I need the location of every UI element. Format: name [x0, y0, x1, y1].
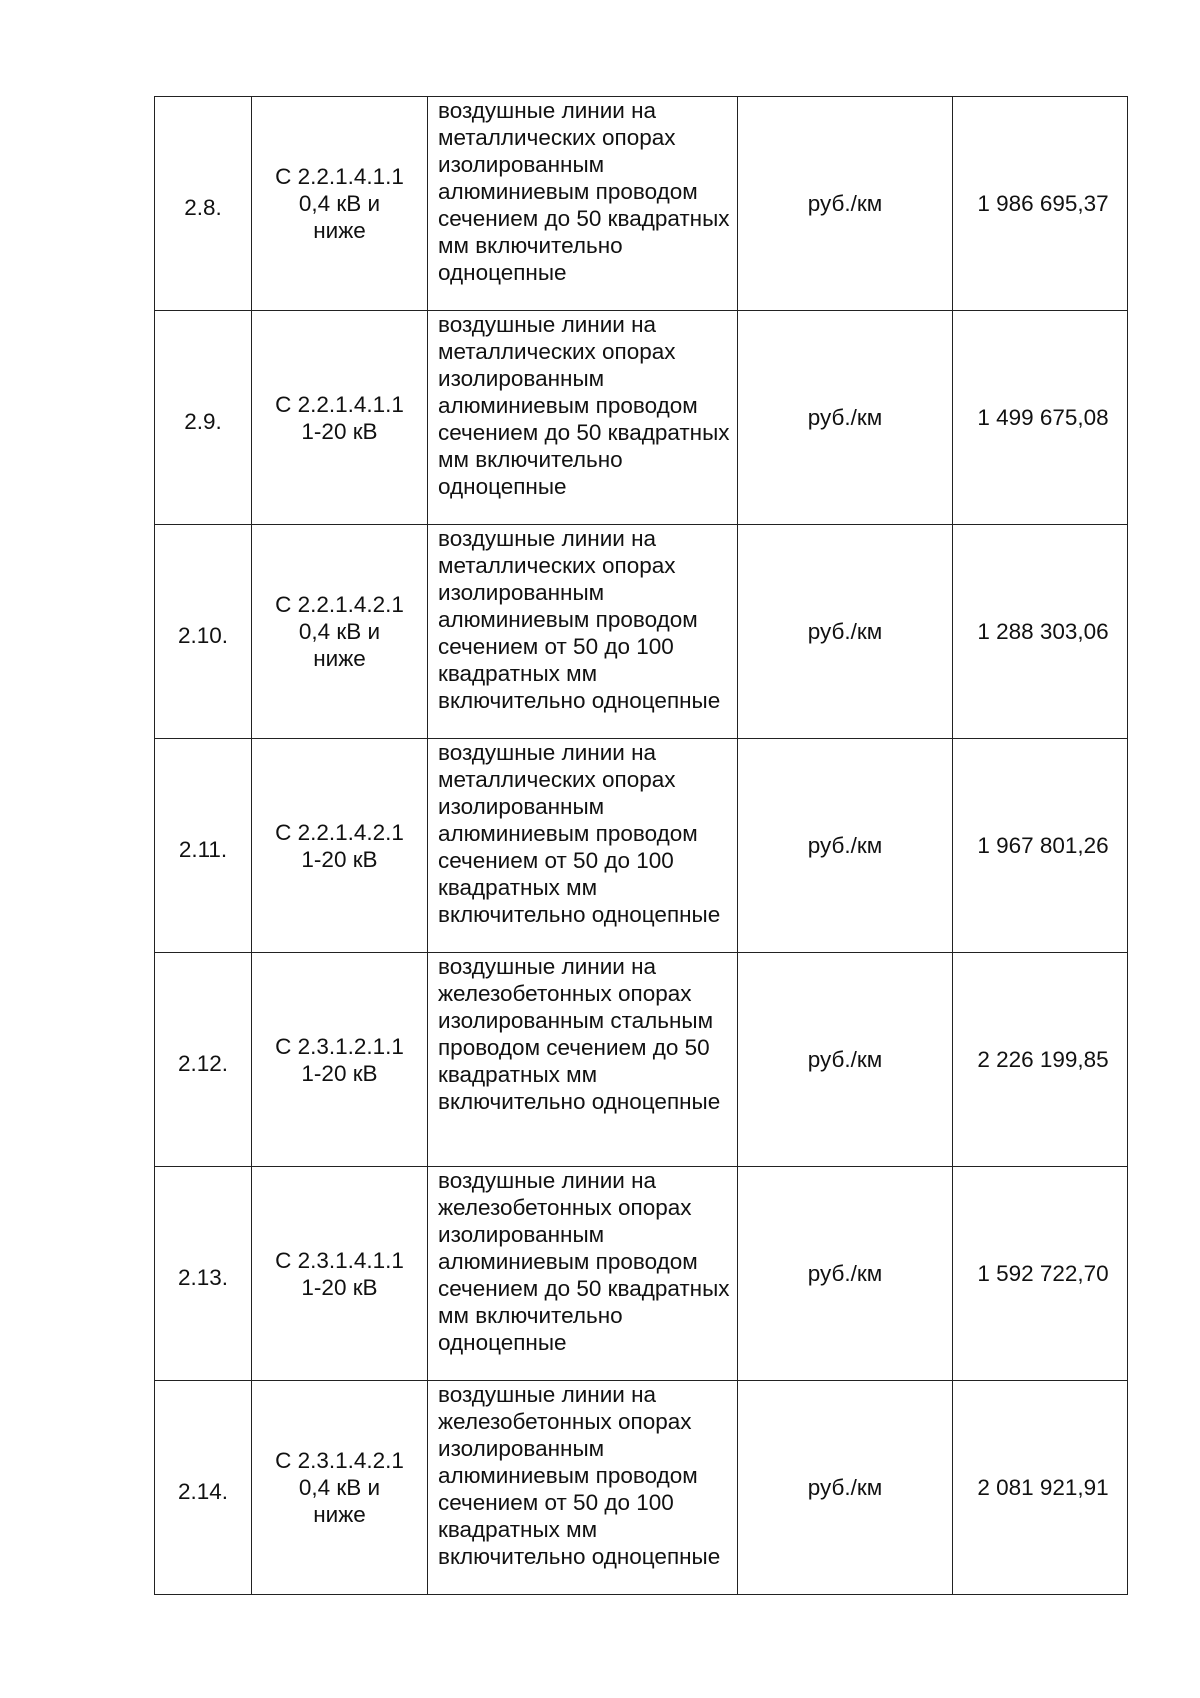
description-cell	[428, 953, 738, 1167]
price-value: 2 081 921,91	[977, 1475, 1109, 1500]
description-cell	[428, 97, 738, 311]
table-row	[155, 953, 1128, 1167]
rate-code: С 2.2.1.4.1.1 1-20 кВ	[275, 391, 404, 444]
rate-code: С 2.2.1.4.2.1 0,4 кВ и ниже	[275, 592, 404, 671]
unit-cell	[738, 1381, 953, 1595]
code-cell	[252, 525, 428, 739]
unit-of-measure: руб./км	[807, 1047, 883, 1072]
rate-code: С 2.3.1.2.1.1 1-20 кВ	[275, 1033, 404, 1086]
unit-of-measure: руб./км	[807, 405, 883, 430]
price-value: 1 967 801,26	[977, 833, 1109, 858]
unit-cell	[738, 1167, 953, 1381]
line-description: воздушные линии на металлических опорах изолированным алюминиевым проводом сечением до 50 квадратных мм включительно одноцепные	[438, 98, 730, 285]
line-description: воздушные линии на металлических опорах изолированным алюминиевым проводом сечением до 50 квадратных мм включительно одноцепные	[438, 312, 730, 499]
description-cell	[428, 1381, 738, 1595]
tariff-table-body	[155, 97, 1128, 1595]
code-cell	[252, 97, 428, 311]
row-number: 2.13.	[177, 1265, 229, 1290]
description-cell	[428, 739, 738, 953]
row-number: 2.11.	[178, 837, 228, 862]
unit-of-measure: руб./км	[807, 191, 883, 216]
unit-cell	[738, 97, 953, 311]
unit-cell	[738, 739, 953, 953]
rate-code: С 2.2.1.4.2.1 1-20 кВ	[275, 819, 404, 872]
description-cell	[428, 311, 738, 525]
code-cell	[252, 739, 428, 953]
unit-of-measure: руб./км	[807, 619, 883, 644]
row-number-cell	[155, 97, 252, 311]
price-value: 1 986 695,37	[977, 191, 1109, 216]
row-number-cell	[155, 739, 252, 953]
line-description: воздушные линии на железобетонных опорах изолированным алюминиевым проводом сечением до 50 квадратных мм включительно одноцепные	[438, 1168, 730, 1355]
row-number-cell	[155, 953, 252, 1167]
unit-of-measure: руб./км	[807, 1475, 883, 1500]
row-number-cell	[155, 1381, 252, 1595]
line-description: воздушные линии на железобетонных опорах изолированным стальным проводом сечением до 50 квадратных мм включительно одноцепные	[438, 954, 721, 1114]
price-value: 2 226 199,85	[977, 1047, 1109, 1072]
line-description: воздушные линии на железобетонных опорах изолированным алюминиевым проводом сечением от 50 до 100 квадратных мм включительно одноцепные	[438, 1382, 721, 1569]
code-cell	[252, 311, 428, 525]
price-value: 1 592 722,70	[977, 1261, 1109, 1286]
unit-cell	[738, 525, 953, 739]
price-cell	[953, 97, 1128, 311]
row-number: 2.14.	[177, 1479, 229, 1504]
unit-of-measure: руб./км	[807, 833, 883, 858]
price-cell	[953, 953, 1128, 1167]
line-description: воздушные линии на металлических опорах изолированным алюминиевым проводом сечением от 50 до 100 квадратных мм включительно одноцепные	[438, 526, 721, 713]
price-value: 1 288 303,06	[977, 619, 1109, 644]
row-number: 2.8.	[184, 195, 222, 220]
row-number: 2.10.	[177, 623, 229, 648]
table-row	[155, 1381, 1128, 1595]
description-cell	[428, 525, 738, 739]
tariff-table	[154, 96, 1128, 1595]
rate-code: С 2.2.1.4.1.1 0,4 кВ и ниже	[275, 164, 404, 243]
table-row	[155, 97, 1128, 311]
table-row	[155, 1167, 1128, 1381]
price-cell	[953, 311, 1128, 525]
price-value: 1 499 675,08	[977, 405, 1109, 430]
table-row	[155, 525, 1128, 739]
line-description: воздушные линии на металлических опорах изолированным алюминиевым проводом сечением от 50 до 100 квадратных мм включительно одноцепные	[438, 740, 721, 927]
rate-code: С 2.3.1.4.1.1 1-20 кВ	[275, 1247, 404, 1300]
rate-code: С 2.3.1.4.2.1 0,4 кВ и ниже	[275, 1448, 404, 1527]
row-number: 2.9.	[184, 409, 222, 434]
price-cell	[953, 1167, 1128, 1381]
code-cell	[252, 1381, 428, 1595]
row-number: 2.12.	[177, 1051, 229, 1076]
unit-of-measure: руб./км	[807, 1261, 883, 1286]
unit-cell	[738, 311, 953, 525]
code-cell	[252, 1167, 428, 1381]
code-cell	[252, 953, 428, 1167]
description-cell	[428, 1167, 738, 1381]
unit-cell	[738, 953, 953, 1167]
price-cell	[953, 1381, 1128, 1595]
row-number-cell	[155, 311, 252, 525]
table-row	[155, 739, 1128, 953]
price-cell	[953, 739, 1128, 953]
price-cell	[953, 525, 1128, 739]
row-number-cell	[155, 1167, 252, 1381]
row-number-cell	[155, 525, 252, 739]
table-row	[155, 311, 1128, 525]
